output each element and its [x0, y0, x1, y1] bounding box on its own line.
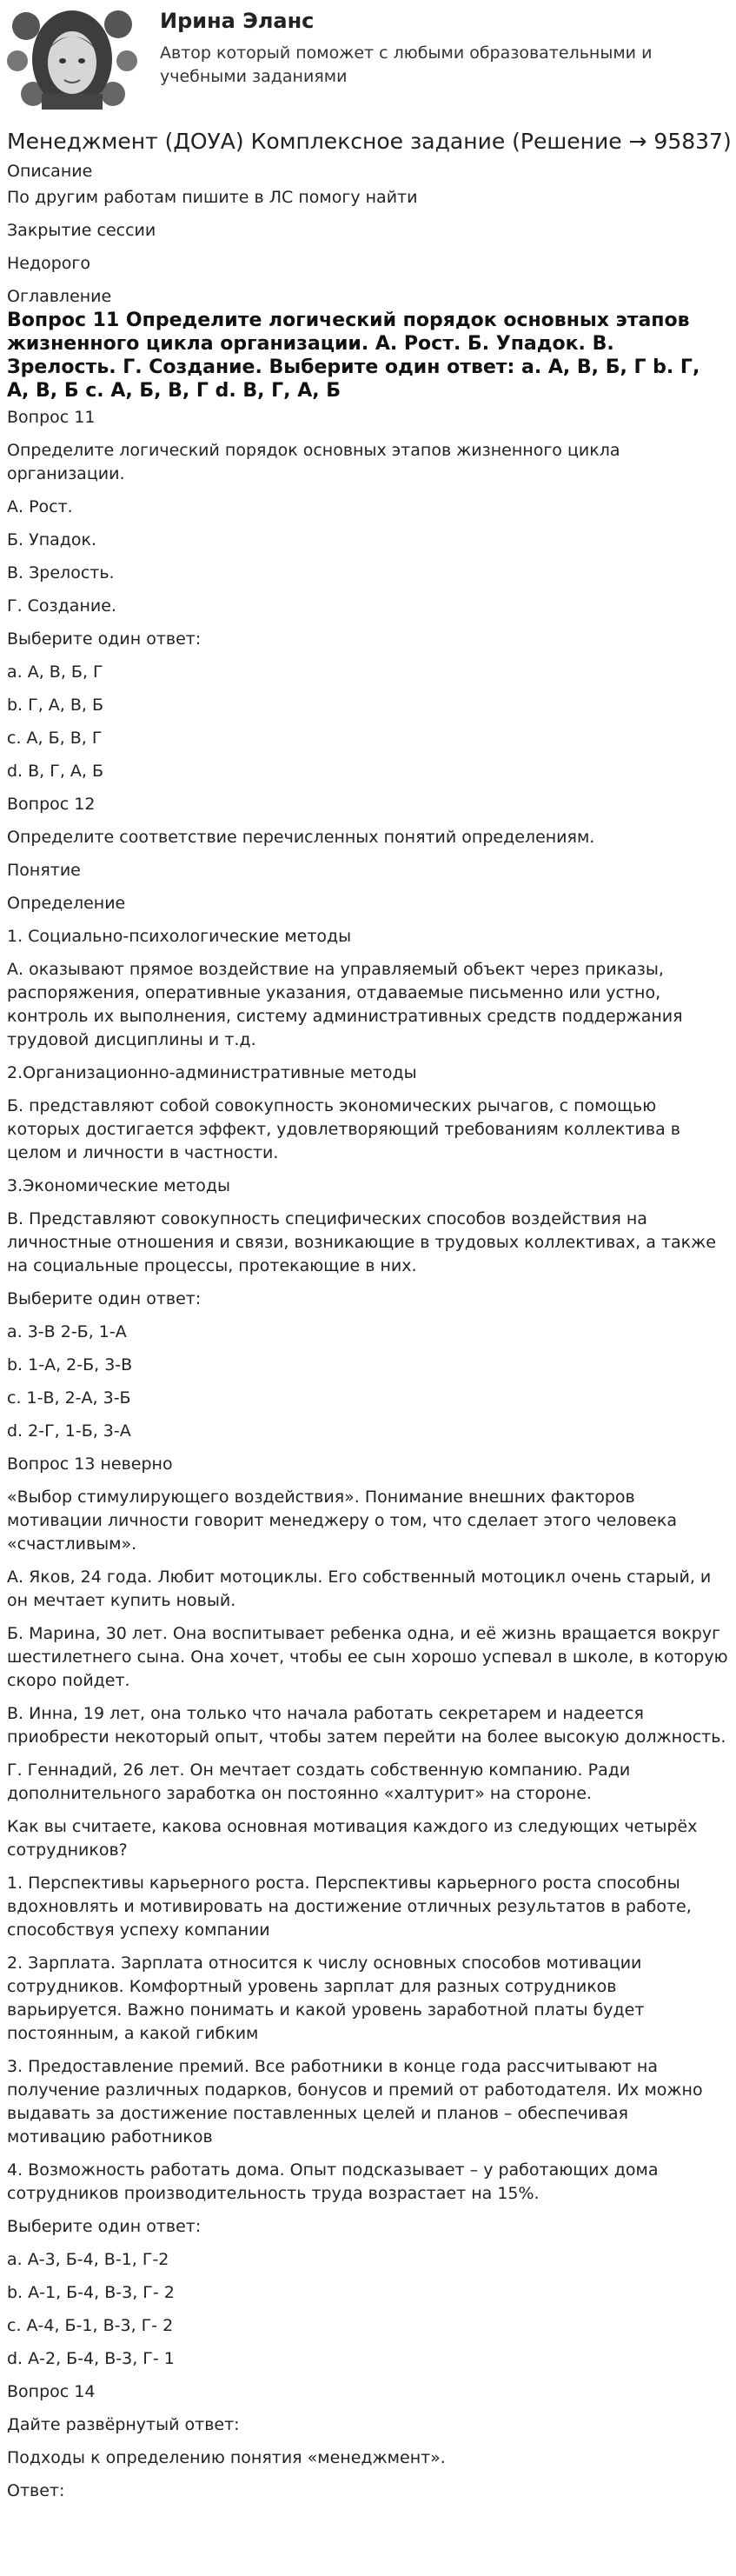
paragraph: Б. Марина, 30 лет. Она воспитывает ребенка одна, и её жизнь вращается вокруг шестилетнего сына. Она хочет, чтобы ее сын хорошо успевал в школе, в которую скоро пойдет.	[7, 1624, 728, 1690]
paragraph: Б. Упадок.	[7, 530, 97, 549]
paragraph: 2. Зарплата. Зарплата относится к числу основных способов мотивации сотрудников. Комфортный уровень зарплат для разных сотрудников варьируется. Важно понимать и какой уровень заработной платы будет постоянным, а какой гибким	[7, 1954, 645, 2043]
paragraph: А. оказывают прямое воздействие на управляемый объект через приказы, распоряжения, оперативные указания, отдаваемые письменно или устно, контроль их выполнения, систему административных средств поддержания трудовой дисциплины и т.д.	[7, 960, 683, 1049]
paragraph: Г. Создание.	[7, 596, 116, 616]
paragraph: В. Представляют совокупность специфических способов воздействия на личностные отношения и связи, возникающие в трудовых коллективах, а также на социальные процессы, протекающие в них.	[7, 1209, 716, 1275]
paragraph: 3. Предоставление премий. Все работники в конце года рассчитывают на получение различных подарков, бонусов и премий от работодателя. Их можно выдавать за достижение поставленных целей и планов – обеспечивая мотивацию работников	[7, 2057, 703, 2147]
paragraph: 4. Возможность работать дома. Опыт подсказывает – у работающих дома сотрудников производительность труда возрастает на 15%.	[7, 2160, 659, 2203]
paragraph: Б. представляют собой совокупность экономических рычагов, с помощью которых достигается эффект, удовлетворяющий требованиям коллектива в целом и личности в частности.	[7, 1096, 680, 1162]
paragraph: Вопрос 14	[7, 2382, 96, 2401]
paragraph: c. А, Б, В, Г	[7, 729, 103, 748]
paragraph: Вопрос 12	[7, 795, 96, 814]
paragraph: d. А-2, Б-4, В-3, Г- 1	[7, 2349, 175, 2368]
paragraph: Ответ:	[7, 2481, 65, 2500]
paragraph: 1. Перспективы карьерного роста. Перспективы карьерного роста способны вдохновлять и мотивировать на достижение отличных результатов в работе, способствуя успеху компании	[7, 1874, 692, 1940]
paragraph: c. 1-В, 2-А, 3-Б	[7, 1388, 131, 1408]
paragraph: Вопрос 13 неверно	[7, 1454, 173, 1474]
paragraph: b. Г, А, В, Б	[7, 696, 104, 715]
paragraph: 1. Социально-психологические методы	[7, 927, 352, 946]
paragraph: a. А, В, Б, Г	[7, 662, 103, 682]
description-label: Описание	[7, 162, 93, 181]
paragraph: Подходы к определению понятия «менеджмент».	[7, 2448, 446, 2467]
tag-cheap[interactable]: Недорого	[7, 254, 91, 273]
question-heading: Вопрос 11 Определите логический порядок основных этапов жизненного цикла организации. А. Рост. Б. Упадок. В. Зрелость. Г. Создание. Выберите один ответ: a. А, В, Б, Г b. Г, А, В, Б c. А, Б, В, Г d. В, Г, А, Б	[7, 310, 700, 402]
paragraph: b. А-1, Б-4, В-3, Г- 2	[7, 2283, 175, 2302]
paragraph: d. 2-Г, 1-Б, 3-А	[7, 1421, 131, 1441]
author-header	[0, 0, 736, 154]
paragraph: c. А-4, Б-1, В-3, Г- 2	[7, 2316, 174, 2335]
paragraph: a. А-3, Б-4, В-1, Г-2	[7, 2250, 169, 2269]
paragraph: А. Яков, 24 года. Любит мотоциклы. Его собственный мотоцикл очень старый, и он мечтает купить новый.	[7, 1568, 712, 1610]
paragraph: d. В, Г, А, Б	[7, 762, 104, 781]
author-name[interactable]: Ирина Эланс	[160, 9, 315, 33]
paragraph: А. Рост.	[7, 497, 73, 516]
tag-session[interactable]: Закрытие сессии	[7, 221, 156, 240]
paragraph: Понятие	[7, 861, 81, 880]
paragraph: Как вы считаете, какова основная мотивация каждого из следующих четырёх сотрудников?	[7, 1817, 698, 1860]
paragraph: 2.Организационно-административные методы	[7, 1063, 417, 1082]
paragraph: b. 1-А, 2-Б, 3-В	[7, 1355, 133, 1375]
paragraph: Дайте развёрнутый ответ:	[7, 2415, 240, 2434]
paragraph: В. Инна, 19 лет, она только что начала работать секретарем и надеется приобрести некоторый опыт, чтобы затем перейти на более высокую должность.	[7, 1704, 726, 1747]
paragraph: «Выбор стимулирующего воздействия». Понимание внешних факторов мотивации личности говорит менеджеру о том, что сделает этого человека «счастливым».	[7, 1488, 677, 1554]
paragraph: Выберите один ответ:	[7, 2217, 202, 2236]
paragraph: Определение	[7, 894, 126, 913]
page-title: Менеджмент (ДОУА) Комплексное задание (Решение → 95837)	[7, 129, 732, 154]
toc-label: Оглавление	[7, 287, 112, 306]
paragraph: Г. Геннадий, 26 лет. Он мечтает создать собственную компанию. Ради дополнительного заработка он постоянно «халтурит» на стороне.	[7, 1761, 631, 1803]
paragraph: Определите логический порядок основных этапов жизненного цикла организации.	[7, 441, 620, 483]
description-text: По другим работам пишите в ЛС помогу найти	[7, 188, 418, 207]
paragraph: Вопрос 11	[7, 408, 96, 427]
paragraph: Определите соответствие перечисленных понятий определениям.	[7, 828, 595, 847]
paragraph: Выберите один ответ:	[7, 1289, 202, 1308]
author-description: Автор который поможет с любыми образовательными и учебными заданиями	[160, 43, 653, 86]
author-avatar[interactable]	[7, 7, 137, 110]
paragraph: a. 3-В 2-Б, 1-А	[7, 1322, 127, 1341]
document-content	[7, 160, 728, 2513]
paragraph: В. Зрелость.	[7, 563, 115, 582]
paragraph: 3.Экономические методы	[7, 1176, 230, 1195]
question-body	[7, 406, 728, 2503]
paragraph: Выберите один ответ:	[7, 629, 202, 649]
